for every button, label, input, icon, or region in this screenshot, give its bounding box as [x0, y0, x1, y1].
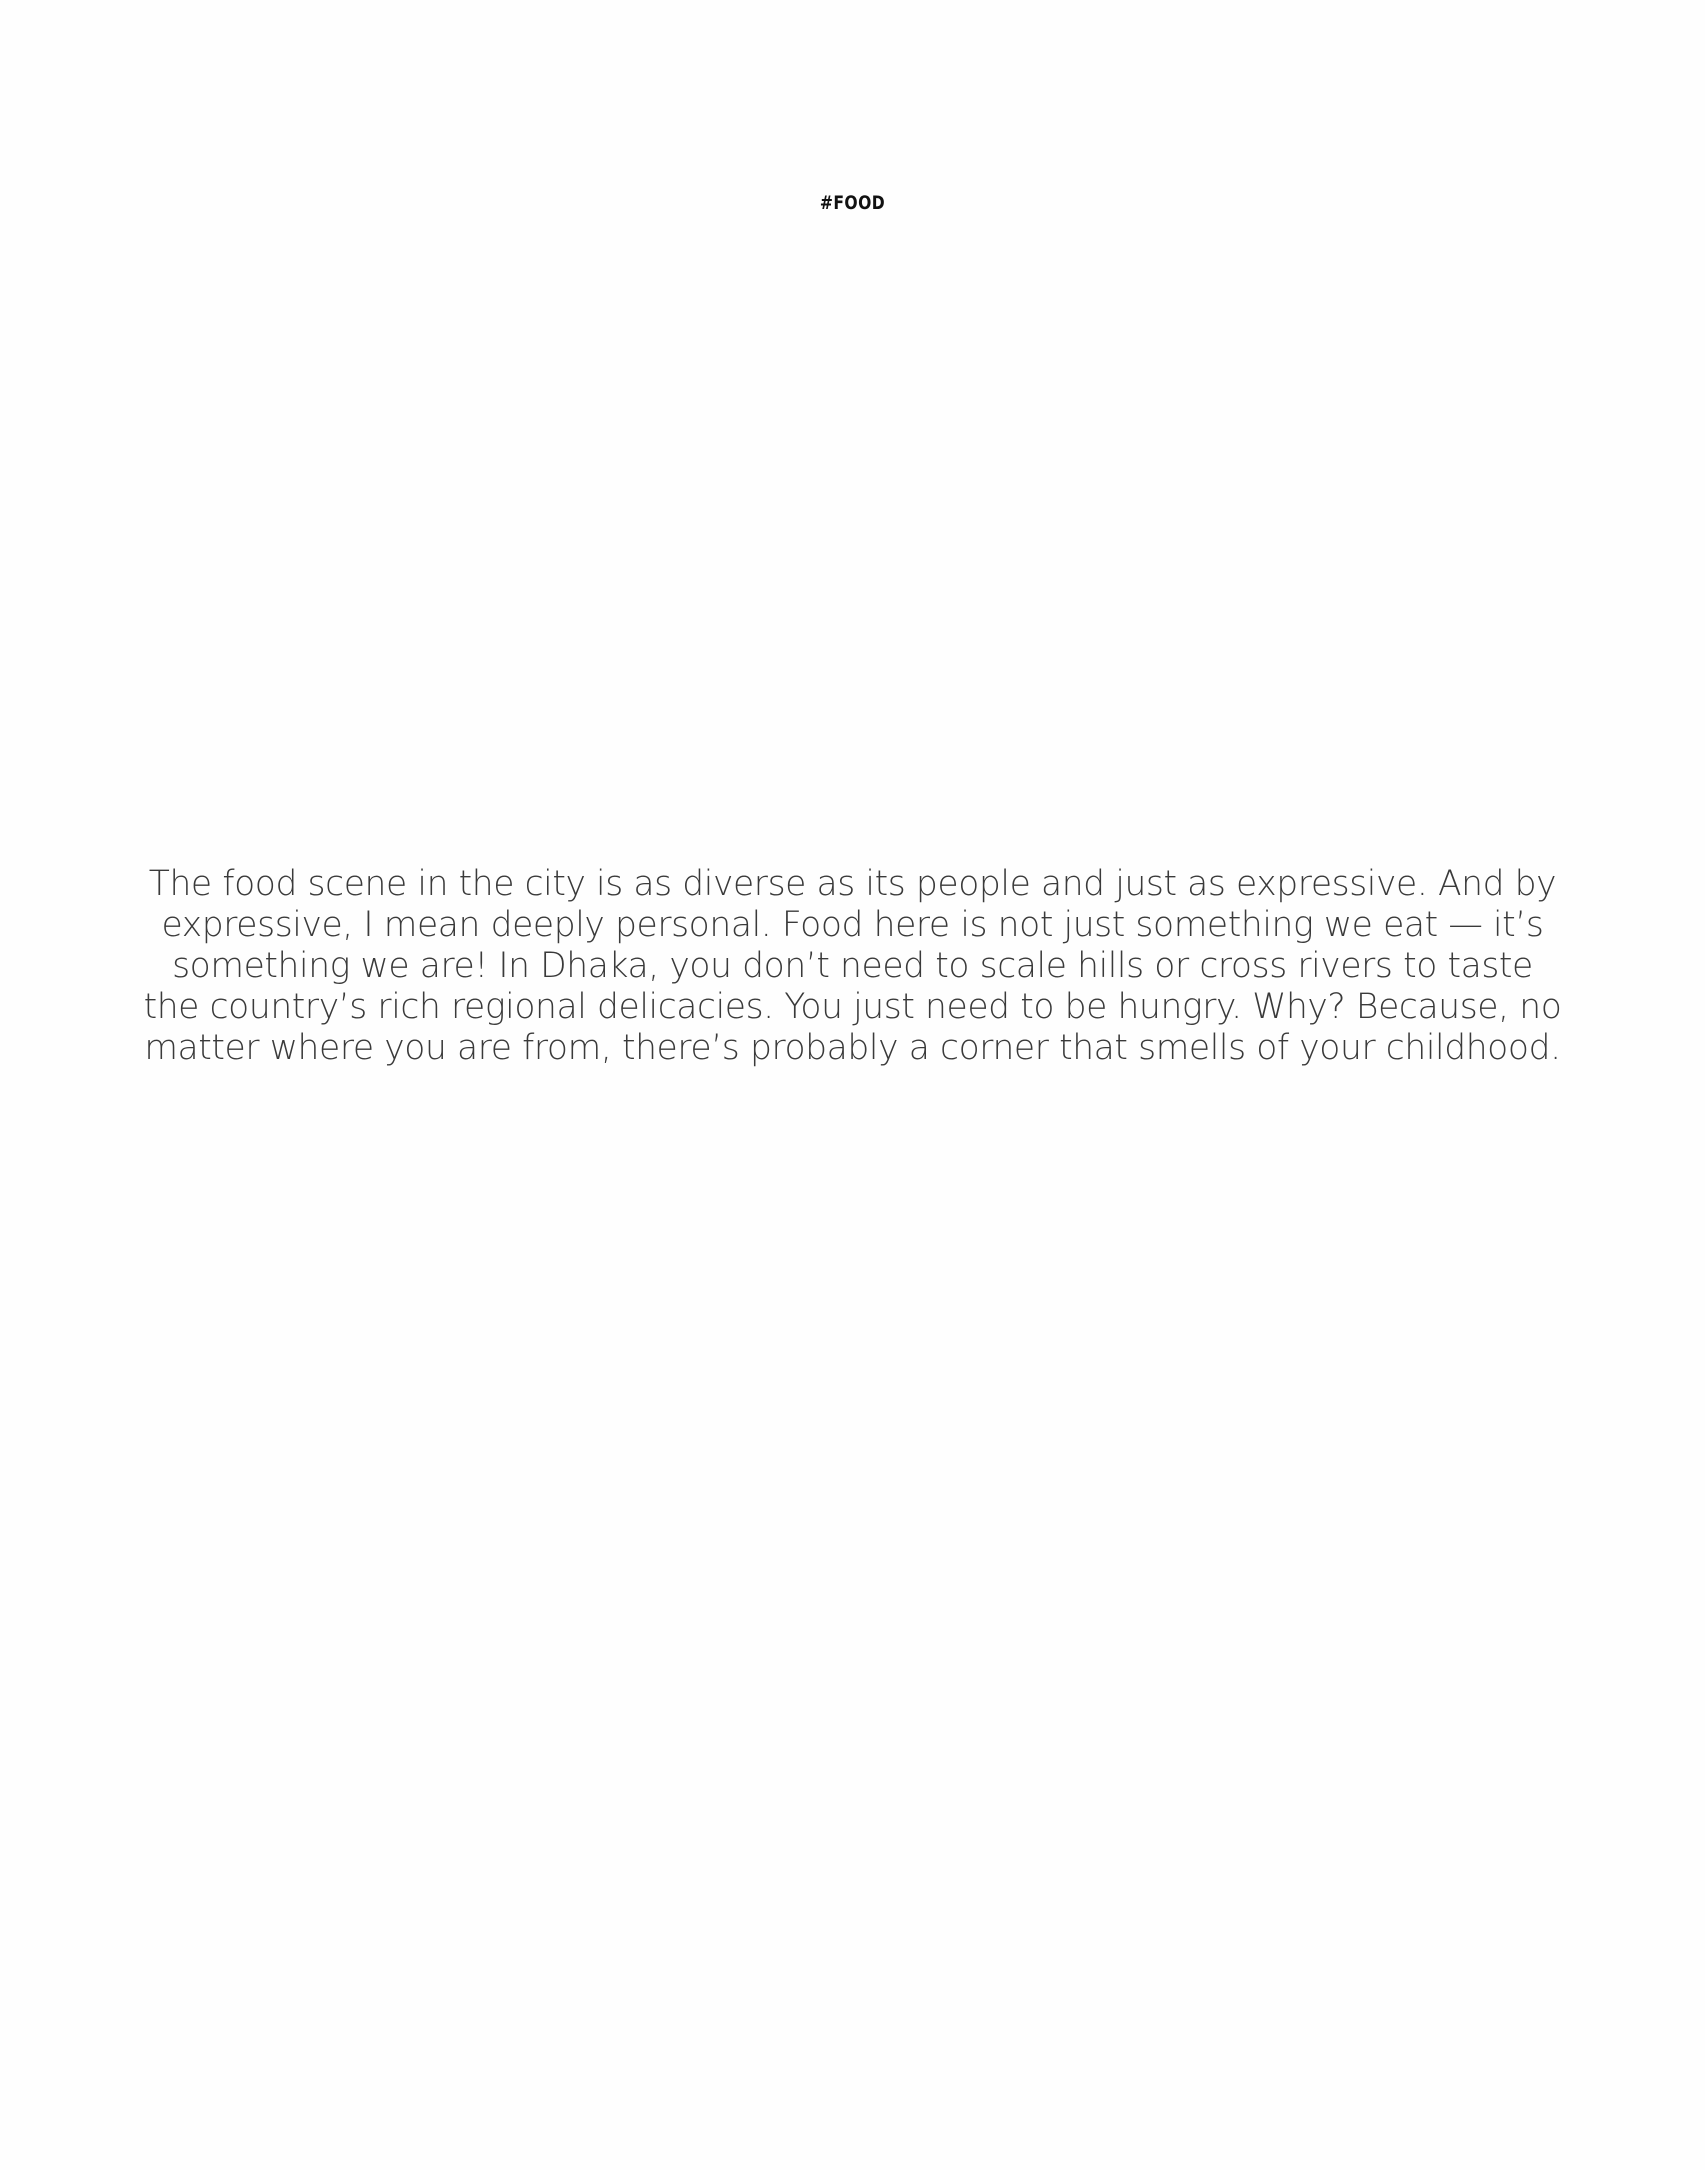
intro-paragraph: The food scene in the city is as diverse as its people and just as expressive. And by expressive, I mean deeply personal. Food here is not just something we eat — it’s something we are! In Dhaka, you don’t need to scale hills or cross rivers to taste the country’s rich regional delicacies. You just need to be hungry. Why? Because, no matter where you are from, there’s probably a corner that smells of your childhood.	[143, 864, 1562, 1068]
section-tag: #FOOD	[819, 192, 886, 214]
